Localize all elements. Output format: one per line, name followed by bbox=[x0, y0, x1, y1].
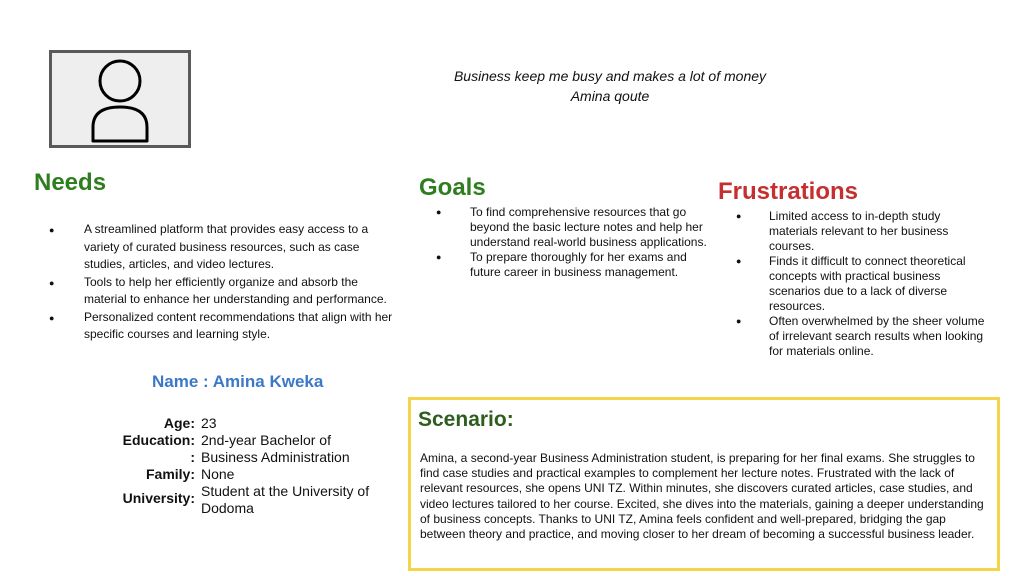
education-value bbox=[201, 432, 391, 466]
university-value bbox=[201, 483, 391, 517]
needs-list bbox=[40, 221, 400, 344]
goals-list bbox=[430, 205, 715, 280]
avatar bbox=[49, 50, 191, 148]
persona-name: Name : Amina Kweka bbox=[152, 372, 324, 391]
quote-text: Business keep me busy and makes a lot of money bbox=[453, 68, 767, 84]
person-icon bbox=[85, 57, 155, 145]
list-item: ● Often overwhelmed by the sheer volume of irrelevant search results when looking for materials online. bbox=[728, 314, 988, 359]
quote-attribution: Amina qoute bbox=[570, 88, 650, 104]
scenario-text: Amina, a second-year Business Administration student, is preparing for her final exams. She struggles to find case studies and practical examples to complement her lecture notes. Frustrated with the lack of relevant resources, she opens UNI TZ. Within minutes, she discovers curated articles, case studies, and video lectures tailored to her course. Excited, she dives into the materials, gaining a deeper understanding of business concepts. Thanks to UNI TZ, Amina feels confident and well-prepared, bridging the gap between theory and practice, and moving closer to her dream of becoming a successful business leader. bbox=[420, 451, 984, 542]
age-value: 23 bbox=[201, 415, 217, 431]
list-item: ● A streamlined platform that provides easy access to a variety of curated business resources, such as case studies, articles, and video lectures. bbox=[40, 221, 400, 274]
university-line: Dodoma bbox=[201, 500, 254, 516]
frustrations-heading: Frustrations bbox=[718, 178, 859, 205]
frustrations-list bbox=[728, 209, 988, 359]
needs-heading: Needs bbox=[34, 169, 107, 196]
list-item: ● Tools to help her efficiently organize and absorb the material to enhance her understanding and performance. bbox=[40, 274, 400, 309]
age-label: Age: bbox=[163, 415, 195, 431]
family-value: None bbox=[201, 466, 235, 482]
scenario-heading: Scenario: bbox=[418, 408, 514, 431]
goals-heading: Goals bbox=[419, 174, 486, 201]
education-label-continuation: : bbox=[190, 449, 195, 465]
list-item: ● To find comprehensive resources that go beyond the basic lecture notes and help her understand real-world business applications. bbox=[430, 205, 715, 250]
family-label: Family: bbox=[145, 466, 195, 482]
list-item: ● To prepare thoroughly for her exams and future career in business management. bbox=[430, 250, 715, 280]
education-line: Business Administration bbox=[201, 449, 350, 465]
list-item: ● Personalized content recommendations that align with her specific courses and learning style. bbox=[40, 309, 400, 344]
persona-quote bbox=[400, 66, 820, 106]
list-item: ● Limited access to in-depth study materials relevant to her business courses. bbox=[728, 209, 988, 254]
list-item: ● Finds it difficult to connect theoretical concepts with practical business scenarios due to a lack of diverse resources. bbox=[728, 254, 988, 314]
university-label: University: bbox=[122, 490, 195, 506]
education-label: Education: bbox=[122, 432, 195, 448]
education-line: 2nd-year Bachelor of bbox=[201, 432, 331, 448]
university-line: Student at the University of bbox=[201, 483, 370, 499]
